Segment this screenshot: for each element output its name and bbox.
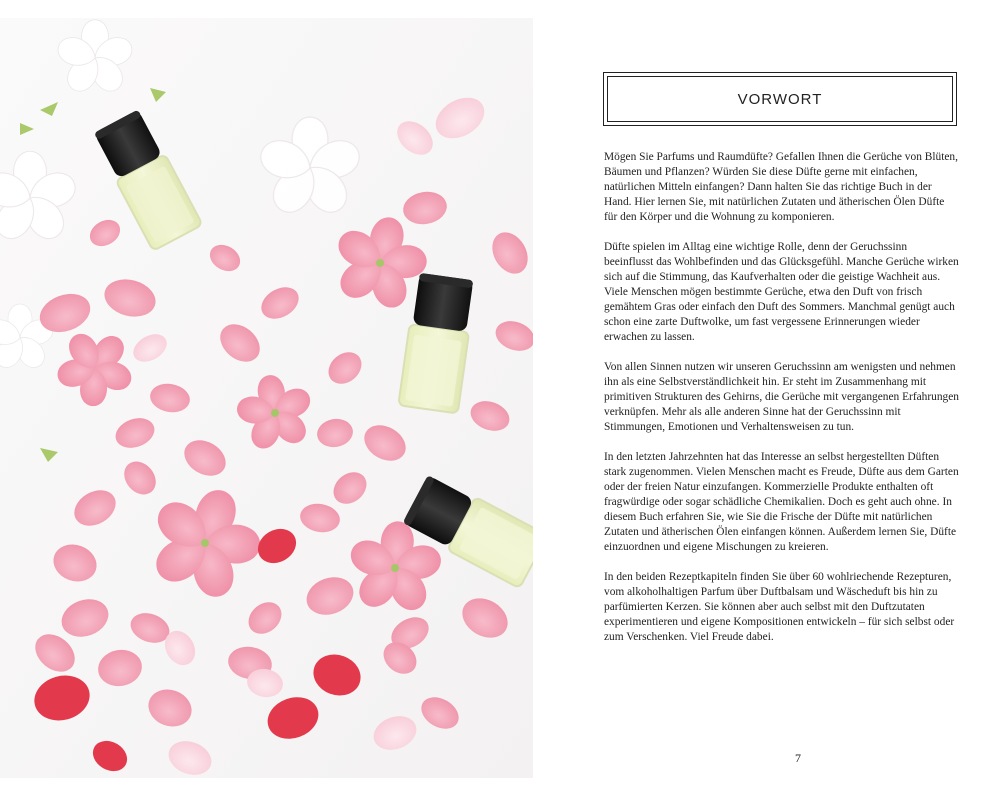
paragraph-1: Mögen Sie Parfums und Raumdüfte? Gefallen Ihnen die Gerüche von Blüten, Bäumen und Pflanzen? Würden Sie diese Düfte gerne mit einfachen, natürlichen Mitteln einfangen? Dann halten Sie das richtige Buch in der Hand. Hier lernen Sie, mit natürlichen Zutaten und ätherischen Ölen Düfte für den Körper und die Wohnung zu komponieren.: [604, 151, 958, 223]
chapter-title-inner-frame: [607, 76, 953, 122]
body-text: [604, 150, 959, 660]
text-page: [533, 0, 1000, 800]
paragraph-2: Düfte spielen im Alltag eine wichtige Rolle, denn der Geruchssinn beeinflusst das Wohlbefinden und das Glücksgefühl. Manche Gerüche wirken sich auf die Stimmung, das Kaufverhalten oder die geistige Wachheit aus. Viele Menschen mögen bestimmte Gerüche, etwa den Duft von frisch gemähtem Gras oder einfach den Duft des Sommers. Manchmal genügt auch schon eine zarte Duftwolke, um fast vergessene Erinnerungen wieder erwachen zu lassen.: [604, 241, 959, 343]
chapter-title-frame: [603, 72, 957, 126]
paragraph-3: Von allen Sinnen nutzen wir unseren Geruchssinn am wenigsten und nehmen ihn als eine Selbstverständlichkeit hin. Er steht im Zusammenhang mit primitiven Strukturen des Gehirns, die Gerüche mit vergangenen Erfahrungen verknüpfen. Mehr als alle anderen Sinne hat der Geruchssinn mit Stimmungen, Emotionen und Verhaltensweisen zu tun.: [604, 361, 960, 433]
paragraph-5: In den beiden Rezeptkapiteln finden Sie über 60 wohlriechende Rezepturen, vom alkoholhaltigen Parfum über Duftbalsam und Wäscheduft bis hin zu parfümierten Kerzen. Sie können aber auch selbst mit den Duftzutaten experimentieren und eigene Kompositionen entwickeln – für sich selbst oder zum Verschenken. Viel Freude dabei.: [604, 571, 955, 643]
flower-petals-oil-bottles-image: [0, 18, 533, 778]
paragraph-4: In den letzten Jahrzehnten hat das Interesse an selbst hergestellten Düften stark zugenommen. Vielen Menschen macht es Freude, Düfte aus dem Garten oder der freien Natur einzufangen. Kommerzielle Produkte enthalten oft fragwürdige oder sogar schädliche Chemikalien. Doch es geht auch ohne. In diesem Buch erfahren Sie, wie Sie die Frische der Düfte mit natürlichen Zutaten und ätherischen Ölen einfangen können. Außerdem lernen Sie, Düfte einzuordnen und eigene Mischungen zu kreieren.: [604, 451, 959, 553]
photo-flower-petals-and-oil-bottles: [0, 18, 533, 778]
page-number: 7: [795, 751, 801, 765]
chapter-title: VORWORT: [737, 90, 823, 108]
